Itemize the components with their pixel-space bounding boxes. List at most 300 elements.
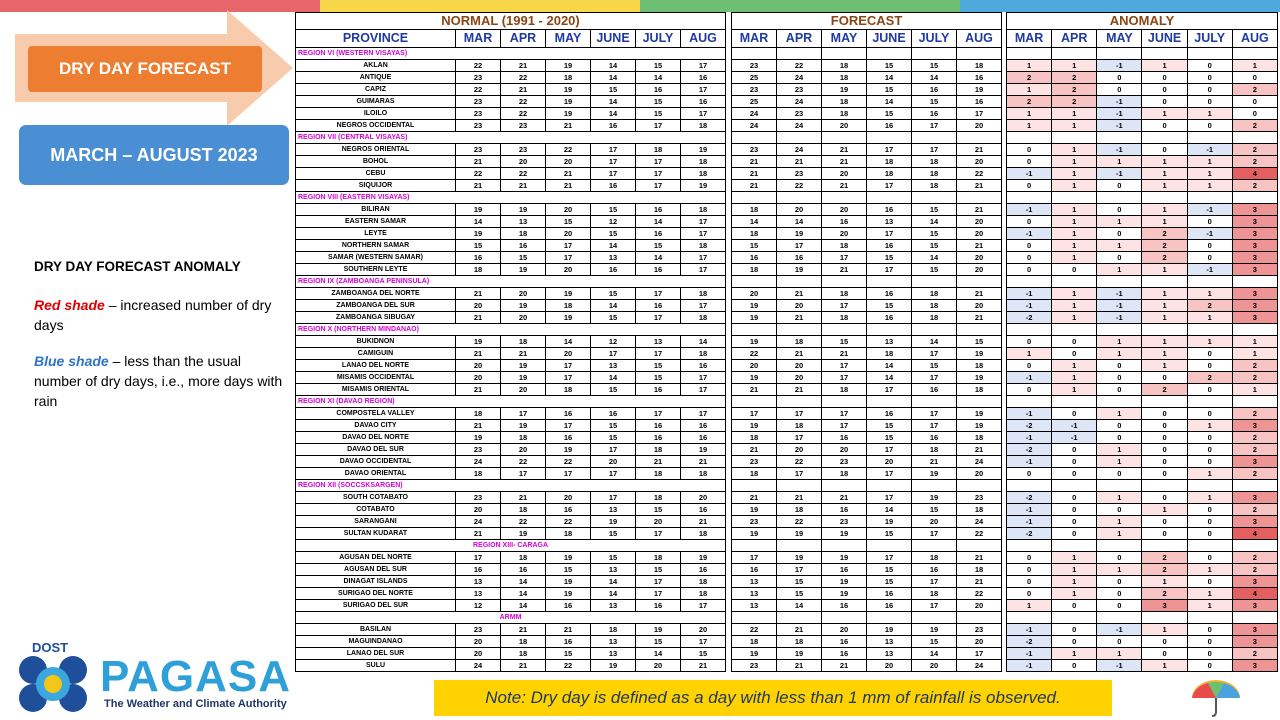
normal-value: 17 xyxy=(681,108,726,120)
anomaly-value: 1 xyxy=(1052,60,1097,72)
empty-cell xyxy=(1232,612,1277,624)
empty-cell xyxy=(1097,132,1142,144)
anomaly-value: 1 xyxy=(1052,180,1097,192)
province-name: DAVAO DEL SUR xyxy=(296,444,456,456)
anomaly-value: -1 xyxy=(1007,624,1052,636)
table-row xyxy=(296,600,726,612)
normal-value: 15 xyxy=(591,312,636,324)
region-row xyxy=(296,612,726,624)
empty-cell xyxy=(1007,276,1052,288)
forecast-value: 17 xyxy=(912,144,957,156)
empty-cell xyxy=(1142,540,1187,552)
normal-value: 16 xyxy=(591,120,636,132)
forecast-value: 21 xyxy=(957,144,1002,156)
empty-cell xyxy=(957,540,1002,552)
forecast-value: 14 xyxy=(867,372,912,384)
normal-value: 19 xyxy=(681,144,726,156)
table-row xyxy=(732,60,1002,72)
anomaly-value: 0 xyxy=(1187,504,1232,516)
forecast-value: 15 xyxy=(867,252,912,264)
region-spacer-row xyxy=(1007,324,1278,336)
anomaly-value: 0 xyxy=(1007,240,1052,252)
anomaly-value: -2 xyxy=(1007,420,1052,432)
normal-value: 22 xyxy=(501,108,546,120)
forecast-value: 21 xyxy=(957,552,1002,564)
region-row xyxy=(296,48,726,60)
table-row xyxy=(732,360,1002,372)
anomaly-value: 0 xyxy=(1052,456,1097,468)
table-row xyxy=(732,408,1002,420)
normal-value: 20 xyxy=(636,660,681,672)
forecast-value: 18 xyxy=(957,564,1002,576)
anomaly-value: 1 xyxy=(1232,348,1277,360)
region-label: REGION XI (DAVAO REGION) xyxy=(296,396,726,408)
empty-cell xyxy=(1052,396,1097,408)
forecast-value: 15 xyxy=(912,96,957,108)
normal-value: 21 xyxy=(456,384,501,396)
normal-value: 17 xyxy=(591,468,636,480)
forecast-value: 19 xyxy=(732,420,777,432)
forecast-value: 17 xyxy=(777,564,822,576)
anomaly-value: 0 xyxy=(1142,84,1187,96)
forecast-value: 17 xyxy=(912,528,957,540)
forecast-value: 17 xyxy=(867,468,912,480)
normal-value: 17 xyxy=(546,420,591,432)
legend-red-label: Red shade xyxy=(34,297,105,313)
forecast-value: 18 xyxy=(957,432,1002,444)
anomaly-value: 1 xyxy=(1187,588,1232,600)
anomaly-value: -1 xyxy=(1007,408,1052,420)
forecast-value: 18 xyxy=(822,384,867,396)
table-row xyxy=(1007,516,1278,528)
table-row xyxy=(296,240,726,252)
anomaly-value: 1 xyxy=(1052,576,1097,588)
forecast-value: 14 xyxy=(912,216,957,228)
anomaly-value: -2 xyxy=(1007,528,1052,540)
table-row xyxy=(732,264,1002,276)
empty-cell xyxy=(1052,132,1097,144)
forecast-value: 21 xyxy=(957,204,1002,216)
normal-value: 23 xyxy=(501,144,546,156)
normal-value: 17 xyxy=(681,60,726,72)
forecast-value: 14 xyxy=(867,504,912,516)
empty-cell xyxy=(1187,192,1232,204)
forecast-value: 15 xyxy=(912,360,957,372)
forecast-value: 15 xyxy=(822,336,867,348)
normal-value: 20 xyxy=(546,156,591,168)
normal-value: 20 xyxy=(636,516,681,528)
normal-value: 19 xyxy=(546,576,591,588)
anomaly-value: 0 xyxy=(1097,468,1142,480)
normal-value: 13 xyxy=(591,504,636,516)
table-row xyxy=(732,528,1002,540)
normal-value: 18 xyxy=(681,288,726,300)
region-spacer-row xyxy=(732,612,1002,624)
normal-value: 15 xyxy=(591,432,636,444)
normal-value: 20 xyxy=(681,624,726,636)
normal-value: 18 xyxy=(501,228,546,240)
forecast-value: 17 xyxy=(822,252,867,264)
forecast-value: 20 xyxy=(957,636,1002,648)
normal-value: 23 xyxy=(456,72,501,84)
anomaly-value: 3 xyxy=(1232,516,1277,528)
forecast-value: 18 xyxy=(912,300,957,312)
empty-cell xyxy=(1187,276,1232,288)
forecast-value: 18 xyxy=(912,444,957,456)
forecast-value: 16 xyxy=(822,504,867,516)
normal-value: 18 xyxy=(591,624,636,636)
anomaly-value: 0 xyxy=(1187,84,1232,96)
table-row xyxy=(1007,600,1278,612)
forecast-value: 19 xyxy=(777,552,822,564)
forecast-value: 22 xyxy=(732,624,777,636)
normal-value: 23 xyxy=(501,120,546,132)
anomaly-value: -1 xyxy=(1097,624,1142,636)
forecast-value: 18 xyxy=(912,588,957,600)
region-label: REGION X (NORTHERN MINDANAO) xyxy=(296,324,726,336)
normal-value: 19 xyxy=(636,624,681,636)
normal-value: 19 xyxy=(546,288,591,300)
normal-value: 17 xyxy=(456,552,501,564)
forecast-month-header: APR xyxy=(777,30,822,48)
anomaly-value: -1 xyxy=(1097,60,1142,72)
normal-value: 23 xyxy=(456,108,501,120)
forecast-value: 21 xyxy=(777,312,822,324)
empty-cell xyxy=(1097,276,1142,288)
region-row xyxy=(296,132,726,144)
forecast-value: 16 xyxy=(822,564,867,576)
normal-value: 23 xyxy=(456,144,501,156)
anomaly-value: 3 xyxy=(1232,660,1277,672)
anomaly-value: 1 xyxy=(1007,600,1052,612)
table-row xyxy=(1007,492,1278,504)
normal-value: 17 xyxy=(681,252,726,264)
anomaly-value: 2 xyxy=(1232,360,1277,372)
forecast-value: 18 xyxy=(822,240,867,252)
normal-value: 21 xyxy=(501,84,546,96)
anomaly-value: 1 xyxy=(1052,120,1097,132)
anomaly-value: 0 xyxy=(1187,516,1232,528)
forecast-value: 19 xyxy=(822,528,867,540)
forecast-value: 19 xyxy=(822,552,867,564)
normal-value: 19 xyxy=(501,264,546,276)
forecast-value: 24 xyxy=(777,72,822,84)
empty-cell xyxy=(1007,612,1052,624)
anomaly-value: 2 xyxy=(1232,156,1277,168)
anomaly-value: 1 xyxy=(1142,660,1187,672)
empty-cell xyxy=(777,612,822,624)
empty-cell xyxy=(1232,540,1277,552)
normal-value: 14 xyxy=(591,300,636,312)
forecast-value: 16 xyxy=(912,432,957,444)
forecast-value: 21 xyxy=(777,660,822,672)
forecast-value: 21 xyxy=(822,144,867,156)
normal-value: 16 xyxy=(681,96,726,108)
province-name: ZAMBOANGA SIBUGAY xyxy=(296,312,456,324)
normal-value: 21 xyxy=(501,660,546,672)
forecast-value: 15 xyxy=(867,528,912,540)
empty-cell xyxy=(867,324,912,336)
empty-cell xyxy=(912,276,957,288)
forecast-value: 21 xyxy=(822,180,867,192)
anomaly-value: 0 xyxy=(1187,576,1232,588)
normal-value: 16 xyxy=(546,600,591,612)
table-row xyxy=(296,360,726,372)
region-label: REGION IX (ZAMBOANGA PENINSULA) xyxy=(296,276,726,288)
table-row xyxy=(296,312,726,324)
table-row xyxy=(296,288,726,300)
empty-cell xyxy=(867,480,912,492)
forecast-value: 19 xyxy=(732,336,777,348)
anomaly-value: 0 xyxy=(1142,120,1187,132)
forecast-value: 22 xyxy=(777,456,822,468)
forecast-value: 13 xyxy=(732,588,777,600)
forecast-value: 24 xyxy=(732,108,777,120)
region-row xyxy=(296,480,726,492)
empty-cell xyxy=(1007,540,1052,552)
empty-cell xyxy=(1232,276,1277,288)
forecast-value: 19 xyxy=(822,588,867,600)
empty-cell xyxy=(1097,324,1142,336)
anomaly-value: 2 xyxy=(1232,144,1277,156)
normal-value: 14 xyxy=(591,108,636,120)
region-row xyxy=(296,396,726,408)
forecast-value: 16 xyxy=(822,600,867,612)
normal-value: 20 xyxy=(501,312,546,324)
forecast-value: 20 xyxy=(912,516,957,528)
empty-cell xyxy=(1052,324,1097,336)
forecast-value: 16 xyxy=(912,108,957,120)
province-name: LANAO DEL NORTE xyxy=(296,360,456,372)
region-label: REGION VII (CENTRAL VISAYAS) xyxy=(296,132,726,144)
forecast-value: 23 xyxy=(777,108,822,120)
anomaly-value: 0 xyxy=(1007,180,1052,192)
forecast-value: 17 xyxy=(957,648,1002,660)
forecast-value: 25 xyxy=(732,96,777,108)
table-row xyxy=(296,204,726,216)
anomaly-value: 0 xyxy=(1052,636,1097,648)
anomaly-value: 0 xyxy=(1142,96,1187,108)
normal-value: 19 xyxy=(501,360,546,372)
normal-value: 17 xyxy=(681,372,726,384)
normal-month-header: APR xyxy=(501,30,546,48)
normal-value: 17 xyxy=(636,180,681,192)
forecast-value: 20 xyxy=(822,168,867,180)
table-row xyxy=(1007,60,1278,72)
province-name: LANAO DEL SUR xyxy=(296,648,456,660)
anomaly-value: 1 xyxy=(1007,108,1052,120)
normal-value: 14 xyxy=(636,216,681,228)
normal-value: 19 xyxy=(546,96,591,108)
forecast-value: 17 xyxy=(822,420,867,432)
forecast-value: 18 xyxy=(867,168,912,180)
anomaly-value: 3 xyxy=(1232,204,1277,216)
forecast-month-header: JULY xyxy=(912,30,957,48)
region-row xyxy=(296,192,726,204)
anomaly-value: 1 xyxy=(1052,360,1097,372)
region-spacer-row xyxy=(1007,192,1278,204)
anomaly-value: 0 xyxy=(1007,588,1052,600)
anomaly-value: 0 xyxy=(1142,648,1187,660)
anomaly-value: -2 xyxy=(1007,312,1052,324)
region-spacer-row xyxy=(732,276,1002,288)
table-row xyxy=(732,456,1002,468)
forecast-value: 20 xyxy=(957,252,1002,264)
empty-cell xyxy=(822,612,867,624)
table-row xyxy=(732,624,1002,636)
anomaly-value: 1 xyxy=(1097,336,1142,348)
normal-value: 23 xyxy=(456,120,501,132)
normal-value: 18 xyxy=(546,300,591,312)
table-row xyxy=(1007,120,1278,132)
table-row xyxy=(732,564,1002,576)
normal-value: 18 xyxy=(501,636,546,648)
anomaly-value: 1 xyxy=(1142,156,1187,168)
empty-cell xyxy=(912,540,957,552)
table-row xyxy=(732,576,1002,588)
forecast-title: FORECAST xyxy=(732,13,1002,30)
normal-value: 13 xyxy=(591,636,636,648)
province-name: LEYTE xyxy=(296,228,456,240)
forecast-value: 18 xyxy=(867,156,912,168)
normal-value: 16 xyxy=(681,72,726,84)
normal-value: 13 xyxy=(456,576,501,588)
normal-value: 22 xyxy=(456,60,501,72)
anomaly-value: 2 xyxy=(1052,84,1097,96)
empty-cell xyxy=(822,132,867,144)
forecast-month-header: AUG xyxy=(957,30,1002,48)
forecast-value: 21 xyxy=(822,264,867,276)
anomaly-value: 3 xyxy=(1232,420,1277,432)
anomaly-value: 2 xyxy=(1142,588,1187,600)
empty-cell xyxy=(957,396,1002,408)
normal-value: 15 xyxy=(636,372,681,384)
normal-value: 18 xyxy=(636,444,681,456)
forecast-value: 15 xyxy=(867,84,912,96)
forecast-value: 21 xyxy=(957,576,1002,588)
region-spacer-row xyxy=(732,480,1002,492)
normal-value: 16 xyxy=(636,420,681,432)
normal-value: 13 xyxy=(636,336,681,348)
normal-value: 21 xyxy=(681,456,726,468)
table-row xyxy=(1007,444,1278,456)
anomaly-table xyxy=(1006,12,1278,672)
region-spacer-row xyxy=(1007,480,1278,492)
normal-value: 16 xyxy=(456,564,501,576)
empty-cell xyxy=(1187,480,1232,492)
forecast-value: 20 xyxy=(957,228,1002,240)
forecast-value: 16 xyxy=(957,72,1002,84)
normal-value: 17 xyxy=(636,120,681,132)
forecast-value: 13 xyxy=(867,636,912,648)
normal-value: 18 xyxy=(501,648,546,660)
table-row xyxy=(296,420,726,432)
anomaly-value: 1 xyxy=(1142,180,1187,192)
empty-cell xyxy=(912,192,957,204)
normal-value: 14 xyxy=(591,96,636,108)
normal-value: 16 xyxy=(636,432,681,444)
forecast-value: 20 xyxy=(957,120,1002,132)
province-name: SOUTHERN LEYTE xyxy=(296,264,456,276)
empty-cell xyxy=(1097,396,1142,408)
anomaly-value: 1 xyxy=(1052,144,1097,156)
normal-value: 22 xyxy=(501,96,546,108)
anomaly-value: 0 xyxy=(1052,468,1097,480)
forecast-value: 18 xyxy=(777,336,822,348)
empty-cell xyxy=(957,276,1002,288)
anomaly-value: 1 xyxy=(1097,264,1142,276)
anomaly-value: -1 xyxy=(1007,660,1052,672)
region-spacer-row xyxy=(1007,276,1278,288)
anomaly-value: 0 xyxy=(1052,504,1097,516)
table-row xyxy=(1007,72,1278,84)
empty-cell xyxy=(777,540,822,552)
forecast-value: 21 xyxy=(957,444,1002,456)
forecast-value: 21 xyxy=(957,312,1002,324)
table-row xyxy=(296,444,726,456)
anomaly-value: 2 xyxy=(1142,240,1187,252)
normal-value: 17 xyxy=(546,360,591,372)
anomaly-value: -1 xyxy=(1097,144,1142,156)
anomaly-value: 0 xyxy=(1187,384,1232,396)
region-spacer-row xyxy=(1007,396,1278,408)
normal-value: 20 xyxy=(501,288,546,300)
table-row xyxy=(296,264,726,276)
empty-cell xyxy=(1007,396,1052,408)
empty-cell xyxy=(777,48,822,60)
forecast-value: 16 xyxy=(732,564,777,576)
region-spacer-row xyxy=(1007,132,1278,144)
empty-cell xyxy=(1187,324,1232,336)
anomaly-value: 0 xyxy=(1097,420,1142,432)
forecast-value: 19 xyxy=(732,300,777,312)
anomaly-value: 1 xyxy=(1097,156,1142,168)
normal-value: 17 xyxy=(681,636,726,648)
empty-cell xyxy=(1007,132,1052,144)
anomaly-value: 0 xyxy=(1187,432,1232,444)
forecast-month-header: JUNE xyxy=(867,30,912,48)
forecast-value: 19 xyxy=(777,264,822,276)
anomaly-value: 4 xyxy=(1232,588,1277,600)
normal-value: 21 xyxy=(546,180,591,192)
anomaly-value: 0 xyxy=(1097,228,1142,240)
anomaly-value: 2 xyxy=(1232,120,1277,132)
empty-cell xyxy=(1142,612,1187,624)
normal-value: 22 xyxy=(456,84,501,96)
forecast-value: 13 xyxy=(867,336,912,348)
normal-value: 18 xyxy=(681,528,726,540)
normal-value: 22 xyxy=(546,144,591,156)
normal-value: 12 xyxy=(591,216,636,228)
normal-value: 18 xyxy=(681,468,726,480)
table-row xyxy=(1007,588,1278,600)
forecast-value: 21 xyxy=(732,156,777,168)
table-row xyxy=(296,168,726,180)
anomaly-value: 1 xyxy=(1142,60,1187,72)
anomaly-value: 0 xyxy=(1187,444,1232,456)
table-row xyxy=(732,168,1002,180)
table-row xyxy=(1007,204,1278,216)
anomaly-value: 1 xyxy=(1187,492,1232,504)
anomaly-value: 1 xyxy=(1232,336,1277,348)
normal-value: 16 xyxy=(636,264,681,276)
forecast-value: 17 xyxy=(777,408,822,420)
normal-value: 17 xyxy=(636,528,681,540)
forecast-value: 17 xyxy=(912,348,957,360)
empty-cell xyxy=(1187,48,1232,60)
normal-value: 12 xyxy=(456,600,501,612)
anomaly-value: -1 xyxy=(1187,264,1232,276)
